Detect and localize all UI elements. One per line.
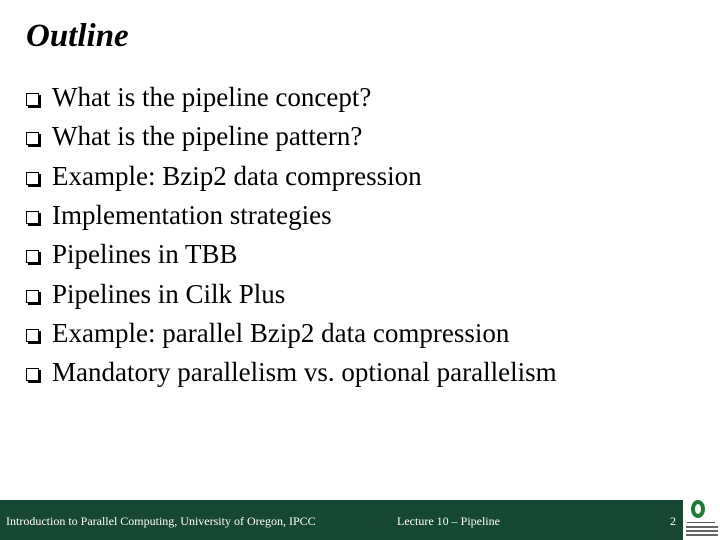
footer-lecture: Lecture 10 – Pipeline: [397, 514, 500, 528]
bullet-item: [26, 235, 557, 274]
bullet-text: Example: Bzip2 data compression: [52, 160, 422, 191]
square-bullet-icon: [26, 211, 39, 224]
square-bullet-icon: [26, 368, 39, 381]
logo-rule: [687, 522, 715, 523]
square-bullet-icon: [26, 172, 39, 185]
slide-footer: [0, 500, 720, 540]
square-bullet-icon: [26, 250, 39, 263]
square-bullet-icon: [26, 329, 39, 342]
bullet-item: [26, 274, 557, 313]
bullet-list: [26, 78, 557, 392]
university-of-oregon-logo: [683, 497, 720, 540]
bullet-item: [26, 353, 557, 392]
bullet-text: What is the pipeline pattern?: [52, 121, 363, 152]
bullet-item: [26, 78, 557, 117]
logo-wordmark-line: [686, 526, 718, 528]
bullet-item: [26, 157, 557, 196]
bullet-text: What is the pipeline concept?: [52, 82, 372, 113]
bullet-item: [26, 314, 557, 353]
bullet-item: [26, 196, 557, 235]
bullet-text: Mandatory parallelism vs. optional parallelism: [52, 357, 557, 388]
bullet-text: Pipelines in Cilk Plus: [52, 278, 286, 309]
square-bullet-icon: [26, 132, 39, 145]
page-number: 2: [670, 514, 676, 528]
bullet-item: [26, 117, 557, 156]
logo-o-mark: [691, 500, 705, 518]
logo-wordmark-line: [686, 534, 718, 536]
square-bullet-icon: [26, 290, 39, 303]
slide-title: Outline: [26, 18, 129, 54]
footer-course: Introduction to Parallel Computing, University of Oregon, IPCC: [6, 514, 316, 528]
logo-wordmark-line: [686, 530, 718, 532]
square-bullet-icon: [26, 93, 39, 106]
bullet-text: Example: parallel Bzip2 data compression: [52, 317, 510, 348]
bullet-text: Implementation strategies: [52, 200, 332, 231]
bullet-text: Pipelines in TBB: [52, 239, 238, 270]
